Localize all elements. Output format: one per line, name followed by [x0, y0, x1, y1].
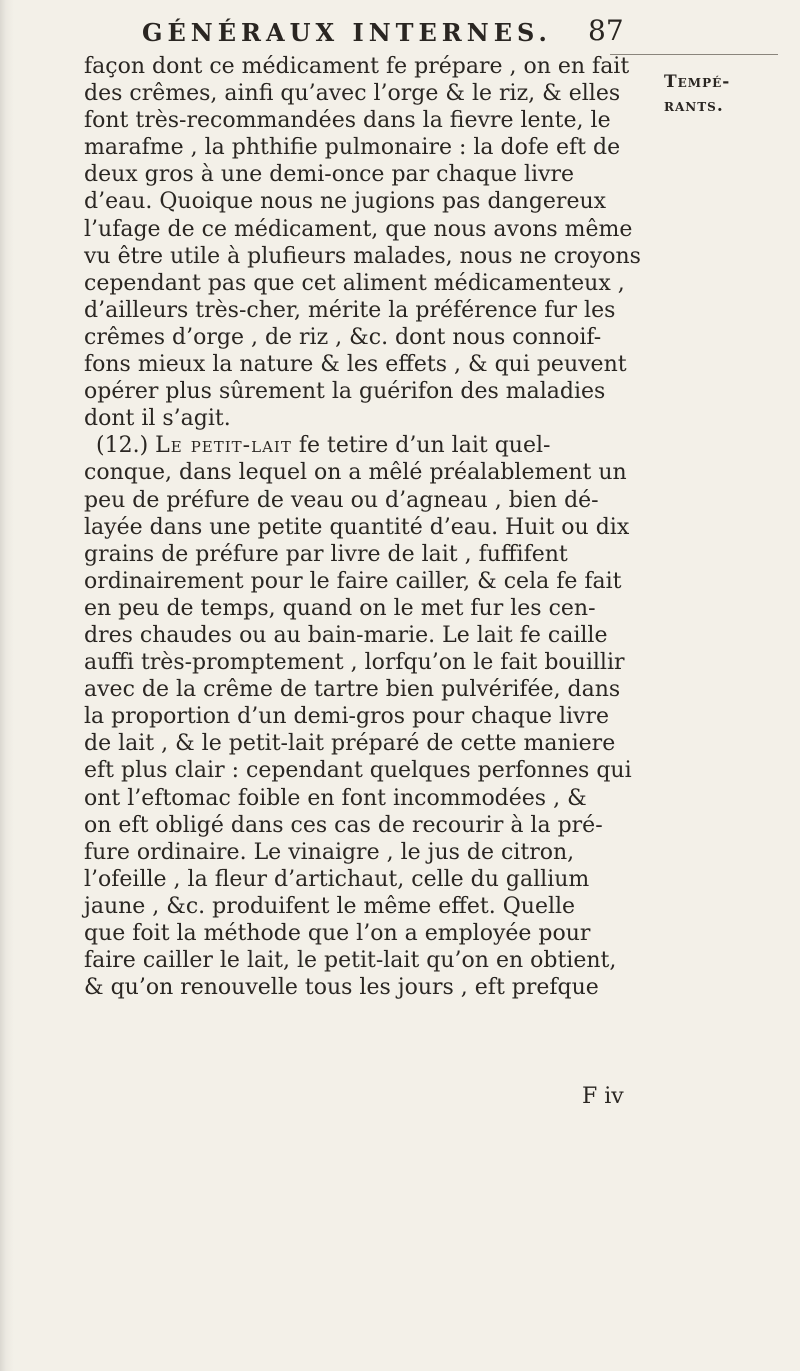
text-line: crêmes d’orge , de riz , &c. dont nous connoif- — [84, 324, 602, 350]
text-line: auffi très-promptement , lorfqu’on le fait bouillir — [84, 650, 625, 676]
text-line: grains de préfure par livre de lait , fuffifent — [84, 541, 568, 567]
text-line: font très-recommandées dans la fievre lente, le — [84, 108, 611, 134]
text-line: fure ordinaire. Le vinaigre , le jus de citron, — [84, 839, 575, 865]
running-header-title: GÉNÉRAUX INTERNES. — [142, 18, 552, 47]
text-line: peu de préfure de veau ou d’agneau , bien dé- — [84, 487, 599, 513]
text-line: façon dont ce médicament fe prépare , on en fait — [84, 54, 630, 79]
text-line: l’ufage de ce médicament, que nous avons même — [84, 216, 633, 242]
body-text — [84, 53, 664, 1001]
margin-note-line: rants. — [664, 96, 724, 116]
text-line: dont il s’agit. — [84, 406, 231, 432]
page-number: 87 — [588, 14, 624, 47]
signature-mark: F iv — [582, 1084, 624, 1109]
paragraph-lead-smallcaps: Le petit-lait — [155, 433, 292, 459]
text-line: l’ofeille , la fleur d’artichaut, celle du gallium — [84, 866, 590, 892]
text-line: faire cailler le lait, le petit-lait qu’on en obtient, — [84, 948, 617, 974]
text-line: opérer plus sûrement la guérifon des maladies — [84, 379, 606, 405]
text-line: en peu de temps, quand on le met fur les cen- — [84, 595, 596, 621]
text-line: ont l’eftomac foible en font incommodées , & — [84, 785, 587, 811]
text-line: d’eau. Quoique nous ne jugions pas dangereux — [84, 189, 607, 215]
text-line: eft plus clair : cependant quelques perfonnes qui — [84, 758, 632, 784]
text-line: cependant pas que cet aliment médicamenteux , — [84, 270, 625, 296]
text-line: vu être utile à plufieurs malades, nous ne croyons — [84, 243, 641, 269]
text-line: dres chaudes ou au bain-marie. Le lait fe caille — [84, 622, 608, 648]
paragraph-start-line: (12.) Le petit-lait fe tetire d’un lait quel- — [96, 433, 551, 459]
text-line: avec de la crême de tartre bien pulvérifée, dans — [84, 677, 621, 703]
text-line: que foit la méthode que l’on a employée pour — [84, 921, 591, 946]
margin-note — [664, 70, 730, 118]
text-line: layée dans une petite quantité d’eau. Huit ou dix — [84, 514, 630, 540]
text-line: des crêmes, ainfi qu’avec l’orge & le riz, & elles — [84, 81, 621, 107]
text-line: fons mieux la nature & les effets , & qui peuvent — [84, 352, 627, 378]
text-line: de lait , & le petit-lait préparé de cette maniere — [84, 731, 616, 757]
text-line: deux gros à une demi-once par chaque livre — [84, 162, 575, 188]
text-line: ordinairement pour le faire cailler, & cela fe fait — [84, 568, 622, 594]
margin-note-line: Tempé- — [664, 72, 731, 92]
text-line: on eft obligé dans ces cas de recourir à la pré- — [84, 812, 603, 838]
running-header — [142, 14, 624, 47]
text-line: marafme , la phthifie pulmonaire : la dofe eft de — [84, 135, 621, 161]
text-line: conque, dans lequel on a mêlé préalablement un — [84, 460, 627, 486]
text-line: jaune , &c. produifent le même effet. Quelle — [84, 893, 576, 919]
text-line: la proportion d’un demi-gros pour chaque livre — [84, 704, 610, 730]
text-line: & qu’on renouvelle tous les jours , eft prefque — [84, 975, 599, 1001]
text-line: d’ailleurs très-cher, mérite la préférence fur les — [84, 297, 616, 323]
